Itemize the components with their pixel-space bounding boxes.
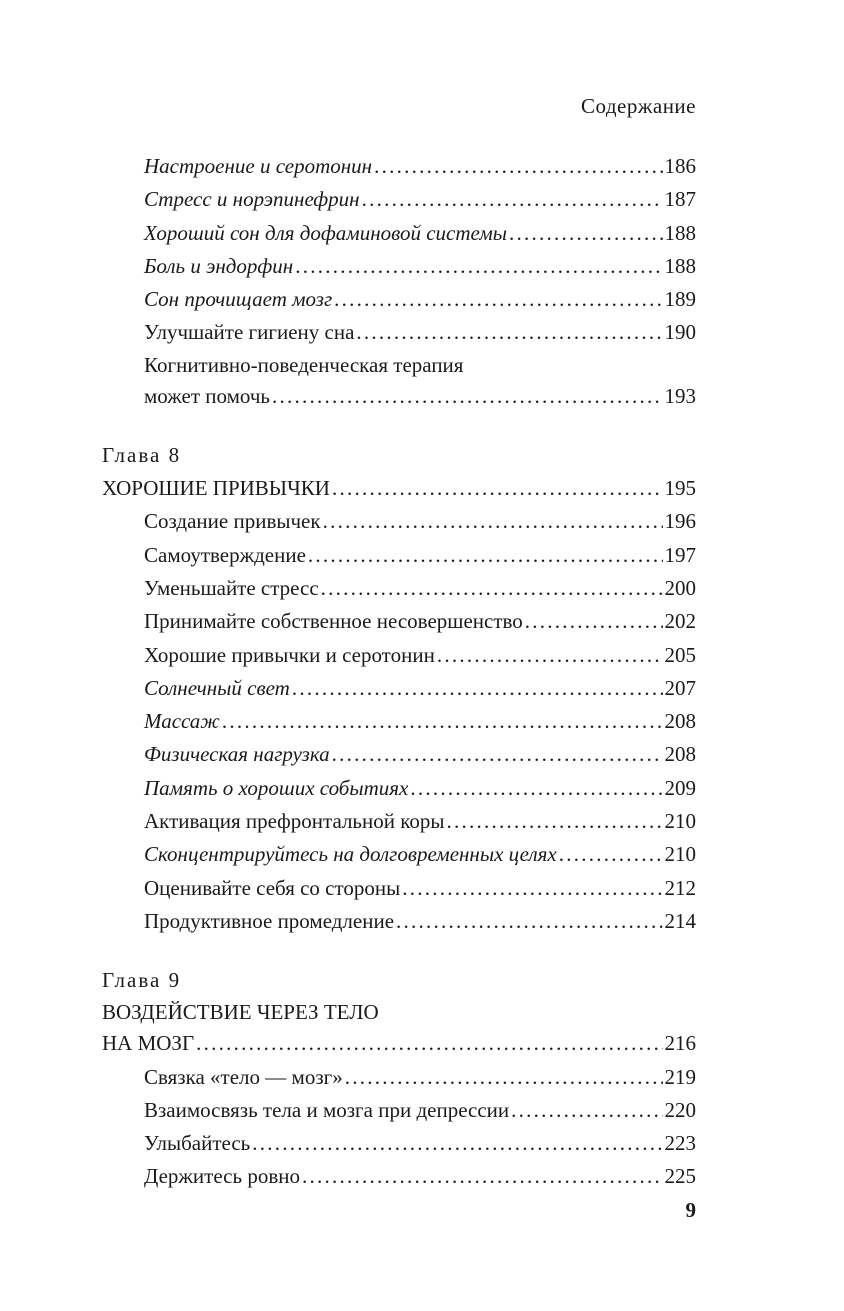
dot-leader (196, 1027, 662, 1060)
dot-leader (511, 1094, 662, 1127)
toc-entry-title: Хороший сон для дофаминовой системы (144, 220, 507, 245)
toc-entry-title: Уменьшайте стресс (144, 575, 319, 600)
dot-leader (295, 250, 662, 283)
toc-entry-page: 188 (664, 253, 696, 278)
toc-entry-page: 214 (664, 908, 696, 933)
dot-leader (410, 772, 662, 805)
toc-entry-multiline[interactable] (102, 350, 696, 413)
toc-entry-row (102, 380, 696, 413)
toc-entry[interactable] (102, 872, 696, 905)
toc-entry-title: Память о хороших событиях (144, 775, 409, 800)
toc-entry-title: Продуктивное промедление (144, 908, 395, 933)
toc-entry-page: 193 (664, 383, 696, 408)
toc-entry-title: Связка «тело — мозг» (144, 1064, 343, 1089)
toc-entry-page: 186 (664, 154, 696, 178)
toc-entry-title: Боль и эндорфин (144, 253, 294, 278)
chapter-8-entries (102, 505, 696, 938)
toc-entry[interactable] (102, 705, 696, 738)
toc-entry-title: Массаж (144, 709, 220, 734)
toc-entry-title: Сконцентрируйтесь на долговременных целях (144, 842, 557, 867)
toc-entry[interactable] (102, 283, 696, 316)
dot-leader (222, 705, 663, 738)
toc-entry-page: 210 (664, 842, 696, 867)
toc-entry[interactable] (102, 316, 696, 349)
chapter-8-label: Глава 8 (102, 443, 182, 468)
chapter-9-title-line2: НА МОЗГ (102, 1031, 195, 1056)
toc-entry[interactable] (102, 605, 696, 638)
toc-entry[interactable] (102, 217, 696, 250)
dot-leader (345, 1061, 663, 1094)
page-number: 9 (685, 1198, 696, 1222)
toc-entry-title: Активация префронтальной коры (144, 809, 445, 834)
toc-entry-page: 212 (664, 875, 696, 900)
toc-entry[interactable] (102, 250, 696, 283)
table-of-contents (102, 150, 696, 1194)
dot-leader (362, 183, 663, 216)
toc-entry-title: Физическая нагрузка (144, 742, 330, 767)
toc-entry-page: 219 (664, 1064, 696, 1089)
dot-leader (332, 738, 663, 771)
dot-leader (374, 150, 662, 183)
dot-leader (302, 1160, 663, 1193)
toc-entry[interactable] (102, 838, 696, 871)
dot-leader (292, 672, 663, 705)
toc-entry[interactable] (102, 672, 696, 705)
toc-entry-page: 225 (664, 1164, 696, 1189)
chapter-9-title-line1: ВОЗДЕЙСТВИЕ ЧЕРЕЗ ТЕЛО (102, 1000, 379, 1025)
toc-entry-page: 205 (664, 642, 696, 667)
chapter-8-title-row[interactable] (102, 472, 696, 505)
toc-entry[interactable] (102, 738, 696, 771)
dot-leader (509, 217, 663, 250)
dot-leader (525, 605, 663, 638)
dot-leader (252, 1127, 662, 1160)
toc-entry-page: 210 (664, 809, 696, 834)
toc-entry-title: Настроение и серотонин (144, 154, 373, 178)
toc-entry-title: Улыбайтесь (144, 1131, 251, 1156)
toc-entry-title: Оценивайте себя со стороны (144, 875, 401, 900)
toc-entry-page: 190 (664, 320, 696, 345)
toc-entry[interactable] (102, 1061, 696, 1094)
toc-entry-page: 196 (664, 509, 696, 534)
toc-entry-page: 208 (664, 709, 696, 734)
toc-entry[interactable] (102, 772, 696, 805)
toc-block-chapter7-continued (102, 150, 696, 350)
dot-leader (446, 805, 662, 838)
dot-leader (356, 316, 662, 349)
toc-entry-title: Хорошие привычки и серотонин (144, 642, 435, 667)
toc-entry-page: 197 (664, 542, 696, 567)
dot-leader (396, 905, 662, 938)
toc-entry[interactable] (102, 1160, 696, 1193)
toc-entry[interactable] (102, 1127, 696, 1160)
chapter-8-title: ХОРОШИЕ ПРИВЫЧКИ (102, 476, 330, 501)
dot-leader (321, 572, 663, 605)
toc-entry-title: Солнечный свет (144, 675, 290, 700)
dot-leader (332, 472, 663, 505)
toc-entry-title: Создание привычек (144, 509, 321, 534)
dot-leader (437, 639, 663, 672)
toc-entry-page: 200 (664, 575, 696, 600)
chapter-9-label: Глава 9 (102, 968, 182, 993)
dot-leader (334, 283, 662, 316)
chapter-9-entries (102, 1061, 696, 1194)
chapter-9-page: 216 (664, 1031, 696, 1056)
toc-entry[interactable] (102, 639, 696, 672)
toc-entry-title-line2: может помочь (144, 383, 270, 408)
toc-entry-title-line1: Когнитивно-поведенческая терапия (144, 352, 464, 377)
toc-entry-page: 202 (664, 609, 696, 634)
toc-entry-title: Взаимосвязь тела и мозга при депрессии (144, 1097, 510, 1122)
toc-entry-page: 189 (664, 287, 696, 312)
toc-entry-title: Улучшайте гигиену сна (144, 320, 355, 345)
running-head: Содержание (580, 94, 696, 118)
toc-entry-page: 220 (664, 1097, 696, 1122)
toc-entry-title: Принимайте собственное несовершенство (144, 609, 523, 634)
toc-entry-page: 209 (664, 775, 696, 800)
dot-leader (272, 380, 663, 413)
toc-entry-title: Стресс и норэпинефрин (144, 187, 360, 212)
toc-entry-page: 208 (664, 742, 696, 767)
toc-entry[interactable] (102, 539, 696, 572)
toc-entry-page: 187 (664, 187, 696, 212)
toc-entry-title: Держитесь ровно (144, 1164, 300, 1189)
toc-entry-page: 207 (664, 675, 696, 700)
toc-entry[interactable] (102, 1094, 696, 1127)
dot-leader (308, 539, 663, 572)
toc-entry-title: Сон прочищает мозг (144, 287, 333, 312)
dot-leader (402, 872, 662, 905)
chapter-9-title-row[interactable] (102, 1027, 696, 1060)
toc-entry[interactable] (102, 505, 696, 538)
toc-entry[interactable] (102, 805, 696, 838)
toc-entry[interactable] (102, 572, 696, 605)
toc-entry-title: Самоутверждение (144, 542, 306, 567)
toc-entry[interactable] (102, 183, 696, 216)
toc-entry-page: 223 (664, 1131, 696, 1156)
toc-entry-page: 188 (664, 220, 696, 245)
toc-entry[interactable] (102, 905, 696, 938)
toc-entry[interactable] (102, 150, 696, 183)
dot-leader (559, 838, 663, 871)
dot-leader (323, 505, 663, 538)
chapter-8-page: 195 (664, 476, 696, 501)
